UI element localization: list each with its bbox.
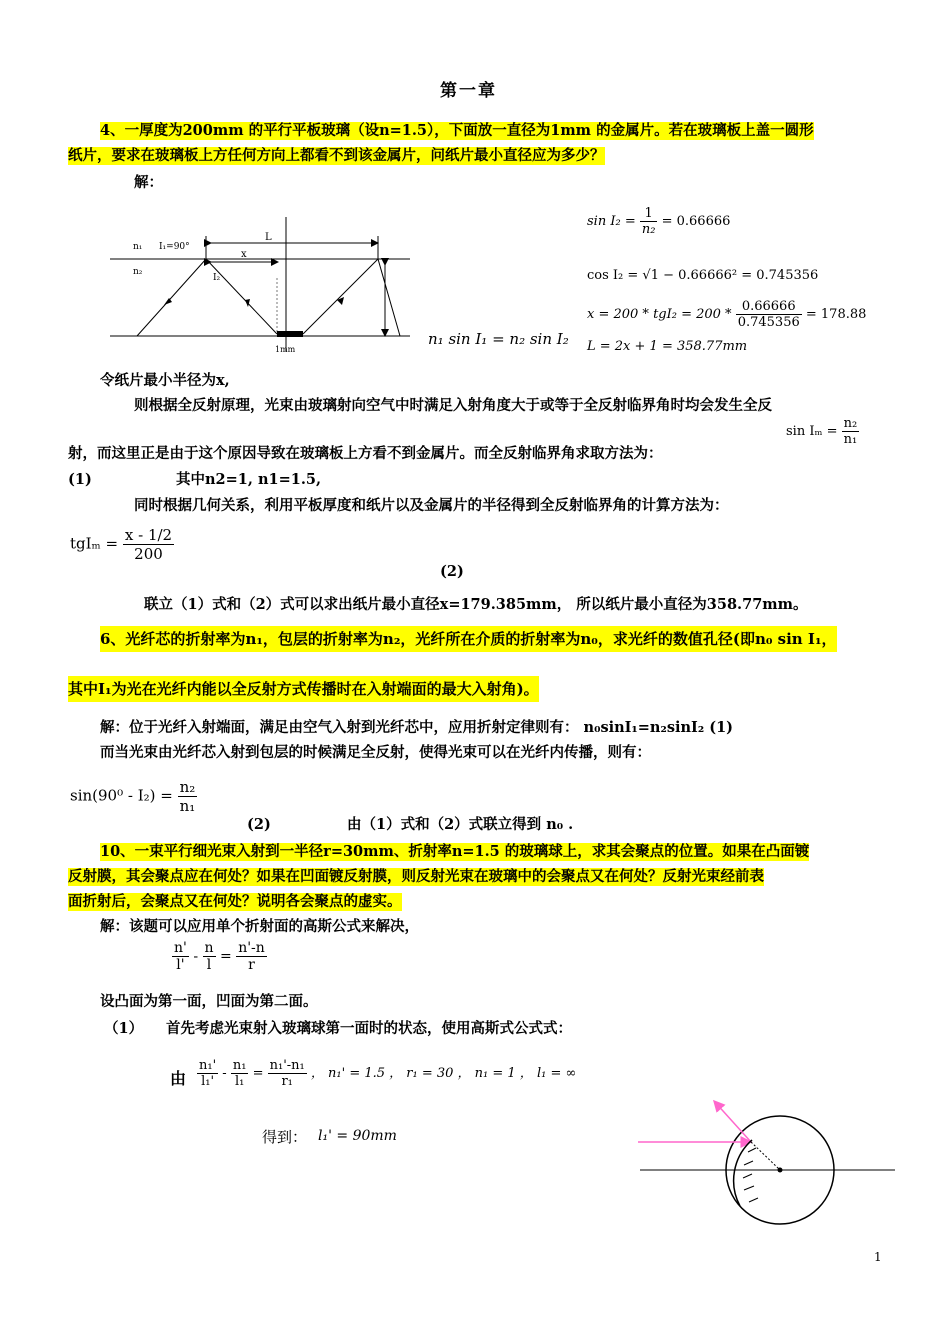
calc-L: L = 2x + 1 = 358.77mm <box>587 339 748 354</box>
p4-text1: 则根据全反射原理，光束由玻璃射向空气中时满足入射角度大于或等于全反射临界角时均会发生全反 <box>134 397 772 414</box>
p4-text3: 同时根据几何关系，利用平板厚度和纸片以及金属片的半径得到全反射临界角的计算方法为： <box>134 497 729 514</box>
label-x: x <box>241 249 247 260</box>
reflected-ray <box>714 1101 751 1142</box>
p10-you: 由 <box>170 1069 187 1088</box>
glass-sphere-diagram <box>630 1090 910 1240</box>
p6-solution-line1: 解：位于光纤入射端面，满足由空气入射到光纤芯中，应用折射定律则有： n₀sinI₁=n₂sinI₂ (1) <box>100 719 734 736</box>
ray-left-in <box>206 259 277 334</box>
p10-result: l₁' = 90mm <box>318 1128 397 1144</box>
p4-solution-label: 解： <box>134 174 163 191</box>
p6-eq2-tag: (2) <box>247 816 271 833</box>
gauss-formula-first-surface: $\frac{\text{n₁'}}{\text{l₁'}}$ - $\frac{\text{n₁}}{\text{l₁}}$ = $\frac{\text{n₁'-n₁}}{\text{r₁}}$ ， n₁' = 1.5 ， r₁ = 30 ， n₁ = 1 ， l₁ = ∞ <box>199 1058 577 1089</box>
p4-eq1-text: 其中n2=1, n1=1.5, <box>176 471 322 488</box>
calc-x: x = 200 * tgI₂ = 200 * $\frac{0.66666}{0.745356}$ = 178.88 <box>587 299 867 330</box>
normal-line <box>751 1142 780 1170</box>
p6-solution-line3: 由（1）式和（2）式联立得到 n₀ . <box>347 816 574 833</box>
p10-question-line3: 面折射后，会聚点又在何处？说明各会聚点的虚实。 <box>68 893 402 910</box>
p10-result-label: 得到： <box>262 1128 308 1146</box>
p10-solution-line2: 设凸面为第一面，凹面为第二面。 <box>100 993 318 1010</box>
page-title: 第一章 <box>440 81 497 101</box>
p6-question-line1: 6、光纤芯的折射率为n₁，包层的折射率为n₂，光纤所在介质的折射率为n₀，求光纤的数值孔径(即n₀ sin I₁， <box>100 626 837 652</box>
label-L: L <box>265 232 272 243</box>
ray-right-out <box>378 259 400 336</box>
p4-text2: 射，而这里正是由于这个原因导致在玻璃板上方看不到金属片。而全反射临界角求取方法为： <box>68 445 663 462</box>
label-n1: n₁ <box>133 242 143 252</box>
ray-left-out <box>137 259 206 336</box>
gauss-formula: $\frac{n'}{l'}$ - $\frac{n}{l}$ = $\frac{n'-n}{r}$ <box>174 940 265 973</box>
p6-question-line2: 其中I₁为光在光纤内能以全反射方式传播时在入射端面的最大入射角)。 <box>68 676 539 702</box>
calc-sin: sin I₂ = $\frac{1}{\text{n₂}}$ = 0.66666 <box>587 206 731 237</box>
p4-conclusion: 联立（1）式和（2）式可以求出纸片最小直径x=179.385mm， 所以纸片最小直径为358.77mm。 <box>144 596 808 613</box>
p10-question-line1: 10、一束平行细光束入射到一半径r=30mm、折射率n=1.5 的玻璃球上，求其会聚点的位置。如果在凸面镀 <box>100 843 810 860</box>
label-I1: I₁=90° <box>159 242 190 252</box>
p4-eq1-tag: (1) <box>68 471 92 488</box>
snell-law: n₁ sin I₁ = n₂ sin I₂ <box>428 330 569 348</box>
p10-step-tag: （1） <box>104 1020 144 1037</box>
label-n2: n₂ <box>133 267 143 277</box>
label-I2: I₂ <box>213 273 221 283</box>
p10-solution-line1: 解：该题可以应用单个折射面的高斯公式来解决， <box>100 918 419 935</box>
label-1mm: 1mm <box>275 345 296 354</box>
sin-Im-formula: sin Iₘ = $\frac{\text{n₂}}{\text{n₁}}$ <box>786 416 858 447</box>
page-number: 1 <box>874 1250 882 1264</box>
p4-eq2-tag: (2) <box>440 563 464 580</box>
p4-question-line2: 纸片，要求在玻璃板上方任何方向上都看不到该金属片，问纸片最小直径应为多少？ <box>68 147 605 164</box>
p10-step-text: 首先考虑光束射入玻璃球第一面时的状态，使用高斯式公式式： <box>166 1020 572 1037</box>
ray-right-in <box>303 259 378 334</box>
coated-arc <box>734 1140 752 1206</box>
p4-let-line: 令纸片最小半径为x, <box>100 372 230 389</box>
glass-plate-diagram <box>105 212 415 357</box>
metal-disk <box>277 331 303 337</box>
p6-solution-line2: 而当光束由光纤芯入射到包层的时候满足全反射，使得光束可以在光纤内传播，则有： <box>100 744 651 761</box>
p4-question-line1: 4、一厚度为200mm 的平行平板玻璃（设n=1.5），下面放一直径为1mm 的金属片。若在玻璃板上盖一圆形 <box>100 122 814 139</box>
tg-Im-formula: tgIₘ = $\frac{x - 1/2}{200}$ <box>70 526 173 563</box>
sin90-formula: sin(90⁰ - I₂) = $\frac{\text{n₂}}{\text{n₁}}$ <box>70 778 196 815</box>
p10-question-line2: 反射膜，其会聚点应在何处？如果在凹面镀反射膜，则反射光束在玻璃中的会聚点又在何处？反射光束经前表 <box>68 868 764 885</box>
calc-cos: cos I₂ = √1 − 0.66666² = 0.745356 <box>587 268 819 283</box>
